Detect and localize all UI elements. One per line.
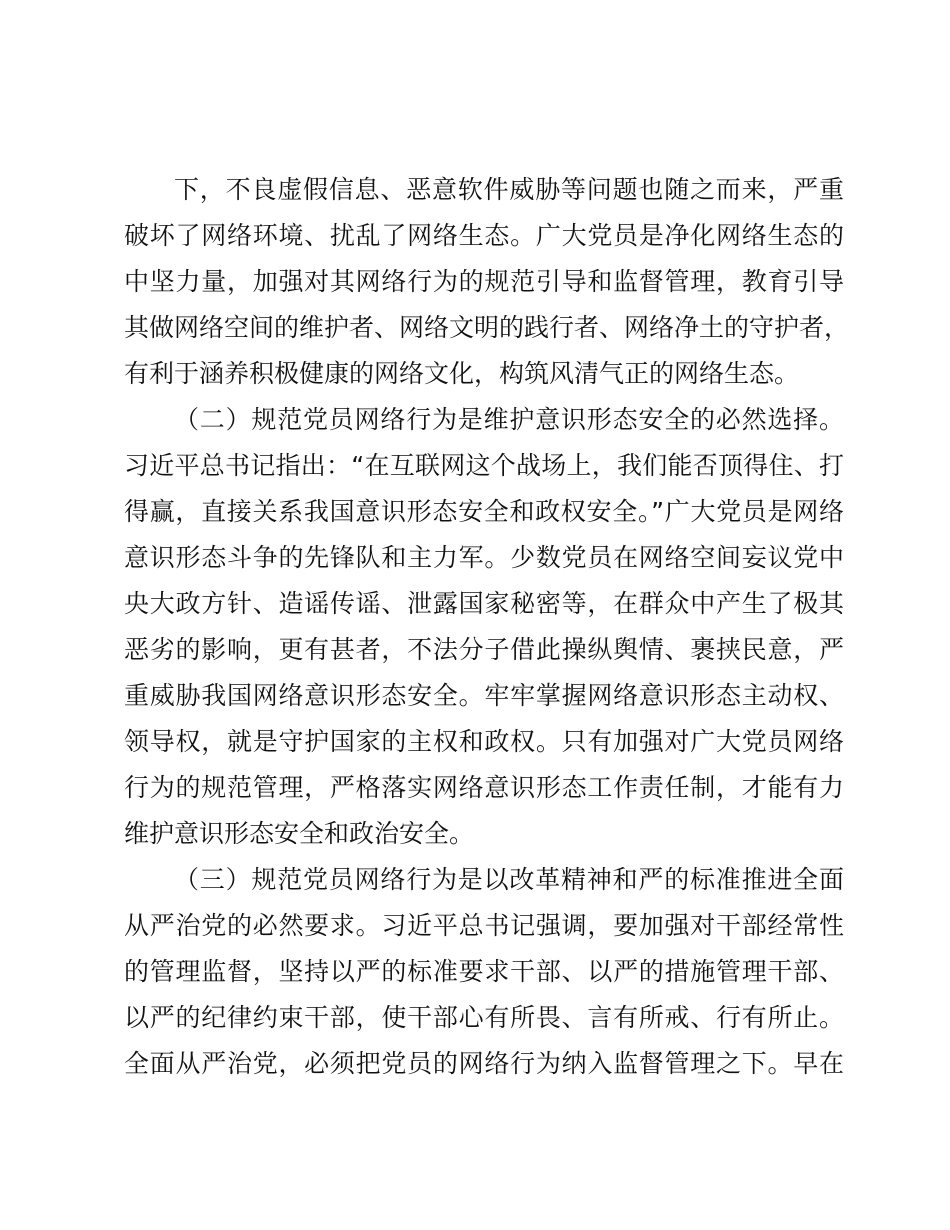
text-line: 以严的纪律约束干部，使干部心有所畏、言有所戒、行有所止。 — [124, 1003, 844, 1032]
body-text — [124, 167, 850, 1087]
text-line: 下，不良虚假信息、恶意软件威胁等问题也随之而来，严重 — [174, 175, 844, 204]
text-line: 央大政方针、造谣传谣、泄露国家秘密等，在群众中产生了极其 — [124, 589, 844, 618]
text-line: 行为的规范管理，严格落实网络意识形态工作责任制，才能有力 — [124, 773, 844, 802]
text-line: 重威胁我国网络意识形态安全。牢牢掌握网络意识形态主动权、 — [124, 681, 844, 710]
text-line: 全面从严治党，必须把党员的网络行为纳入监督管理之下。早在 — [124, 1049, 844, 1078]
text-line: 有利于涵养积极健康的网络文化，构筑风清气正的网络生态。 — [124, 359, 800, 388]
text-line: 领导权，就是守护国家的主权和政权。只有加强对广大党员网络 — [124, 727, 844, 756]
text-line: 破坏了网络环境、扰乱了网络生态。广大党员是净化网络生态的 — [124, 221, 844, 250]
text-line: 意识形态斗争的先锋队和主力军。少数党员在网络空间妄议党中 — [124, 543, 844, 572]
text-line: 维护意识形态安全和政治安全。 — [124, 819, 475, 848]
text-line: 习近平总书记指出：“在互联网这个战场上，我们能否顶得住、打 — [124, 451, 844, 480]
text-line: 恶劣的影响，更有甚者，不法分子借此操纵舆情、裹挟民意，严 — [124, 635, 844, 664]
text-line: 得赢，直接关系我国意识形态安全和政权安全。”广大党员是网络 — [124, 497, 844, 526]
text-line: 中坚力量，加强对其网络行为的规范引导和监督管理，教育引导 — [124, 267, 844, 296]
text-line: 的管理监督，坚持以严的标准要求干部、以严的措施管理干部、 — [124, 957, 844, 986]
section-heading-line: （二）规范党员网络行为是维护意识形态安全的必然选择。 — [174, 405, 844, 434]
section-heading-line: （三）规范党员网络行为是以改革精神和严的标准推进全面 — [174, 865, 844, 894]
text-line: 其做网络空间的维护者、网络文明的践行者、网络净土的守护者， — [124, 313, 850, 342]
text-line: 从严治党的必然要求。习近平总书记强调，要加强对干部经常性 — [124, 911, 844, 940]
